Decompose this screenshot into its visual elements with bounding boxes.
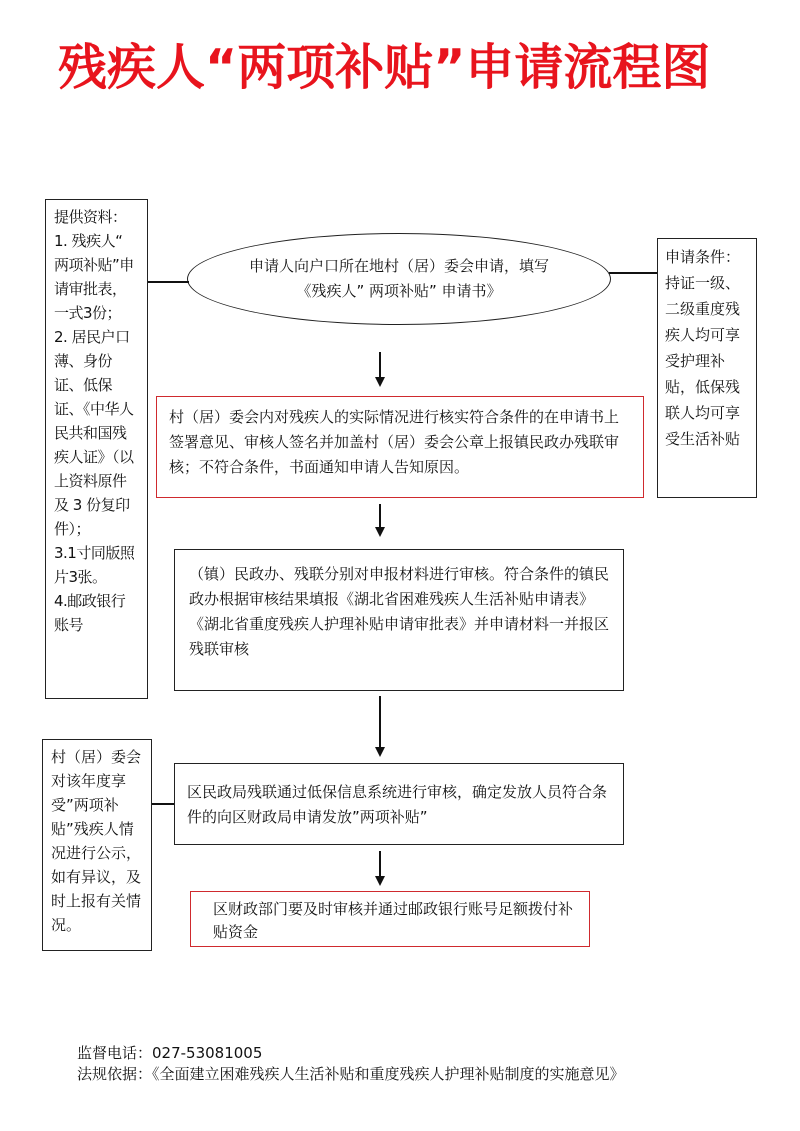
connector-left-to-step1 bbox=[148, 281, 189, 283]
connector-step4-to-bottom-left bbox=[152, 803, 174, 805]
supervision-phone: 监督电话：027-53081005 bbox=[77, 1044, 263, 1062]
step-3-text: （镇）民政办、残联分别对申报材料进行审核。符合条件的镇民政办根据审核结果填报《湖北省困难残疾人生活补贴申请表》《湖北省重度残疾人护理补贴申请审批表》并申请材料一并报区残联审核 bbox=[189, 565, 610, 658]
arrow-4-head bbox=[375, 876, 385, 886]
legal-basis: 法规依据：《全面建立困难残疾人生活补贴和重度残疾人护理补贴制度的实施意见》 bbox=[77, 1065, 625, 1083]
materials-box bbox=[45, 199, 148, 699]
step-1-text: 申请人向户口所在地村（居）委会申请，填写《残疾人” 两项补贴” 申请书》 bbox=[248, 257, 549, 300]
step-1-application-ellipse bbox=[187, 233, 611, 325]
conditions-box bbox=[657, 238, 757, 498]
arrow-2-shaft bbox=[379, 504, 381, 528]
page-title: 残疾人“两项补贴”申请流程图 bbox=[58, 39, 711, 96]
conditions-text: 申请条件：持证一级、二级重度残疾人均可享受护理补贴，低保残联人均可享受生活补贴 bbox=[665, 248, 741, 448]
arrow-3-shaft bbox=[379, 696, 381, 748]
publicity-box bbox=[42, 739, 152, 951]
step-4-text: 区民政局残联通过低保信息系统进行审核，确定发放人员符合条件的向区财政局申请发放”两项补贴” bbox=[187, 783, 608, 826]
connector-step1-to-right bbox=[609, 272, 657, 274]
arrow-3-head bbox=[375, 747, 385, 757]
arrow-2-head bbox=[375, 527, 385, 537]
step-2-text: 村（居）委会内对残疾人的实际情况进行核实符合条件的在申请书上签署意见、审核人签名并加盖村（居）委会公章上报镇民政办残联审核；不符合条件，书面通知申请人告知原因。 bbox=[169, 408, 620, 476]
step-3-town-review-box bbox=[174, 549, 624, 691]
arrow-4-shaft bbox=[379, 851, 381, 877]
arrow-1-shaft bbox=[379, 352, 381, 378]
materials-text: 提供资料： 1. 残疾人“ 两项补贴”申请审批表，一式3份； 2. 居民户口薄、身份证、低保证、《中华人民共和国残疾人证》（以上资料原件及 3 份复印件）； 3.1寸同版照片3张。 4.邮政银行账号 bbox=[54, 208, 135, 634]
step-5-text: 区财政部门要及时审核并通过邮政银行账号足额拨付补贴资金 bbox=[213, 900, 574, 941]
step-5-finance-payment-box bbox=[190, 891, 590, 947]
arrow-1-head bbox=[375, 377, 385, 387]
publicity-text: 村（居）委会对该年度享受”两项补贴”残疾人情况进行公示，如有异议，及时上报有关情况。 bbox=[51, 748, 142, 934]
step-2-village-review-box bbox=[156, 396, 644, 498]
step-4-district-review-box bbox=[174, 763, 624, 845]
